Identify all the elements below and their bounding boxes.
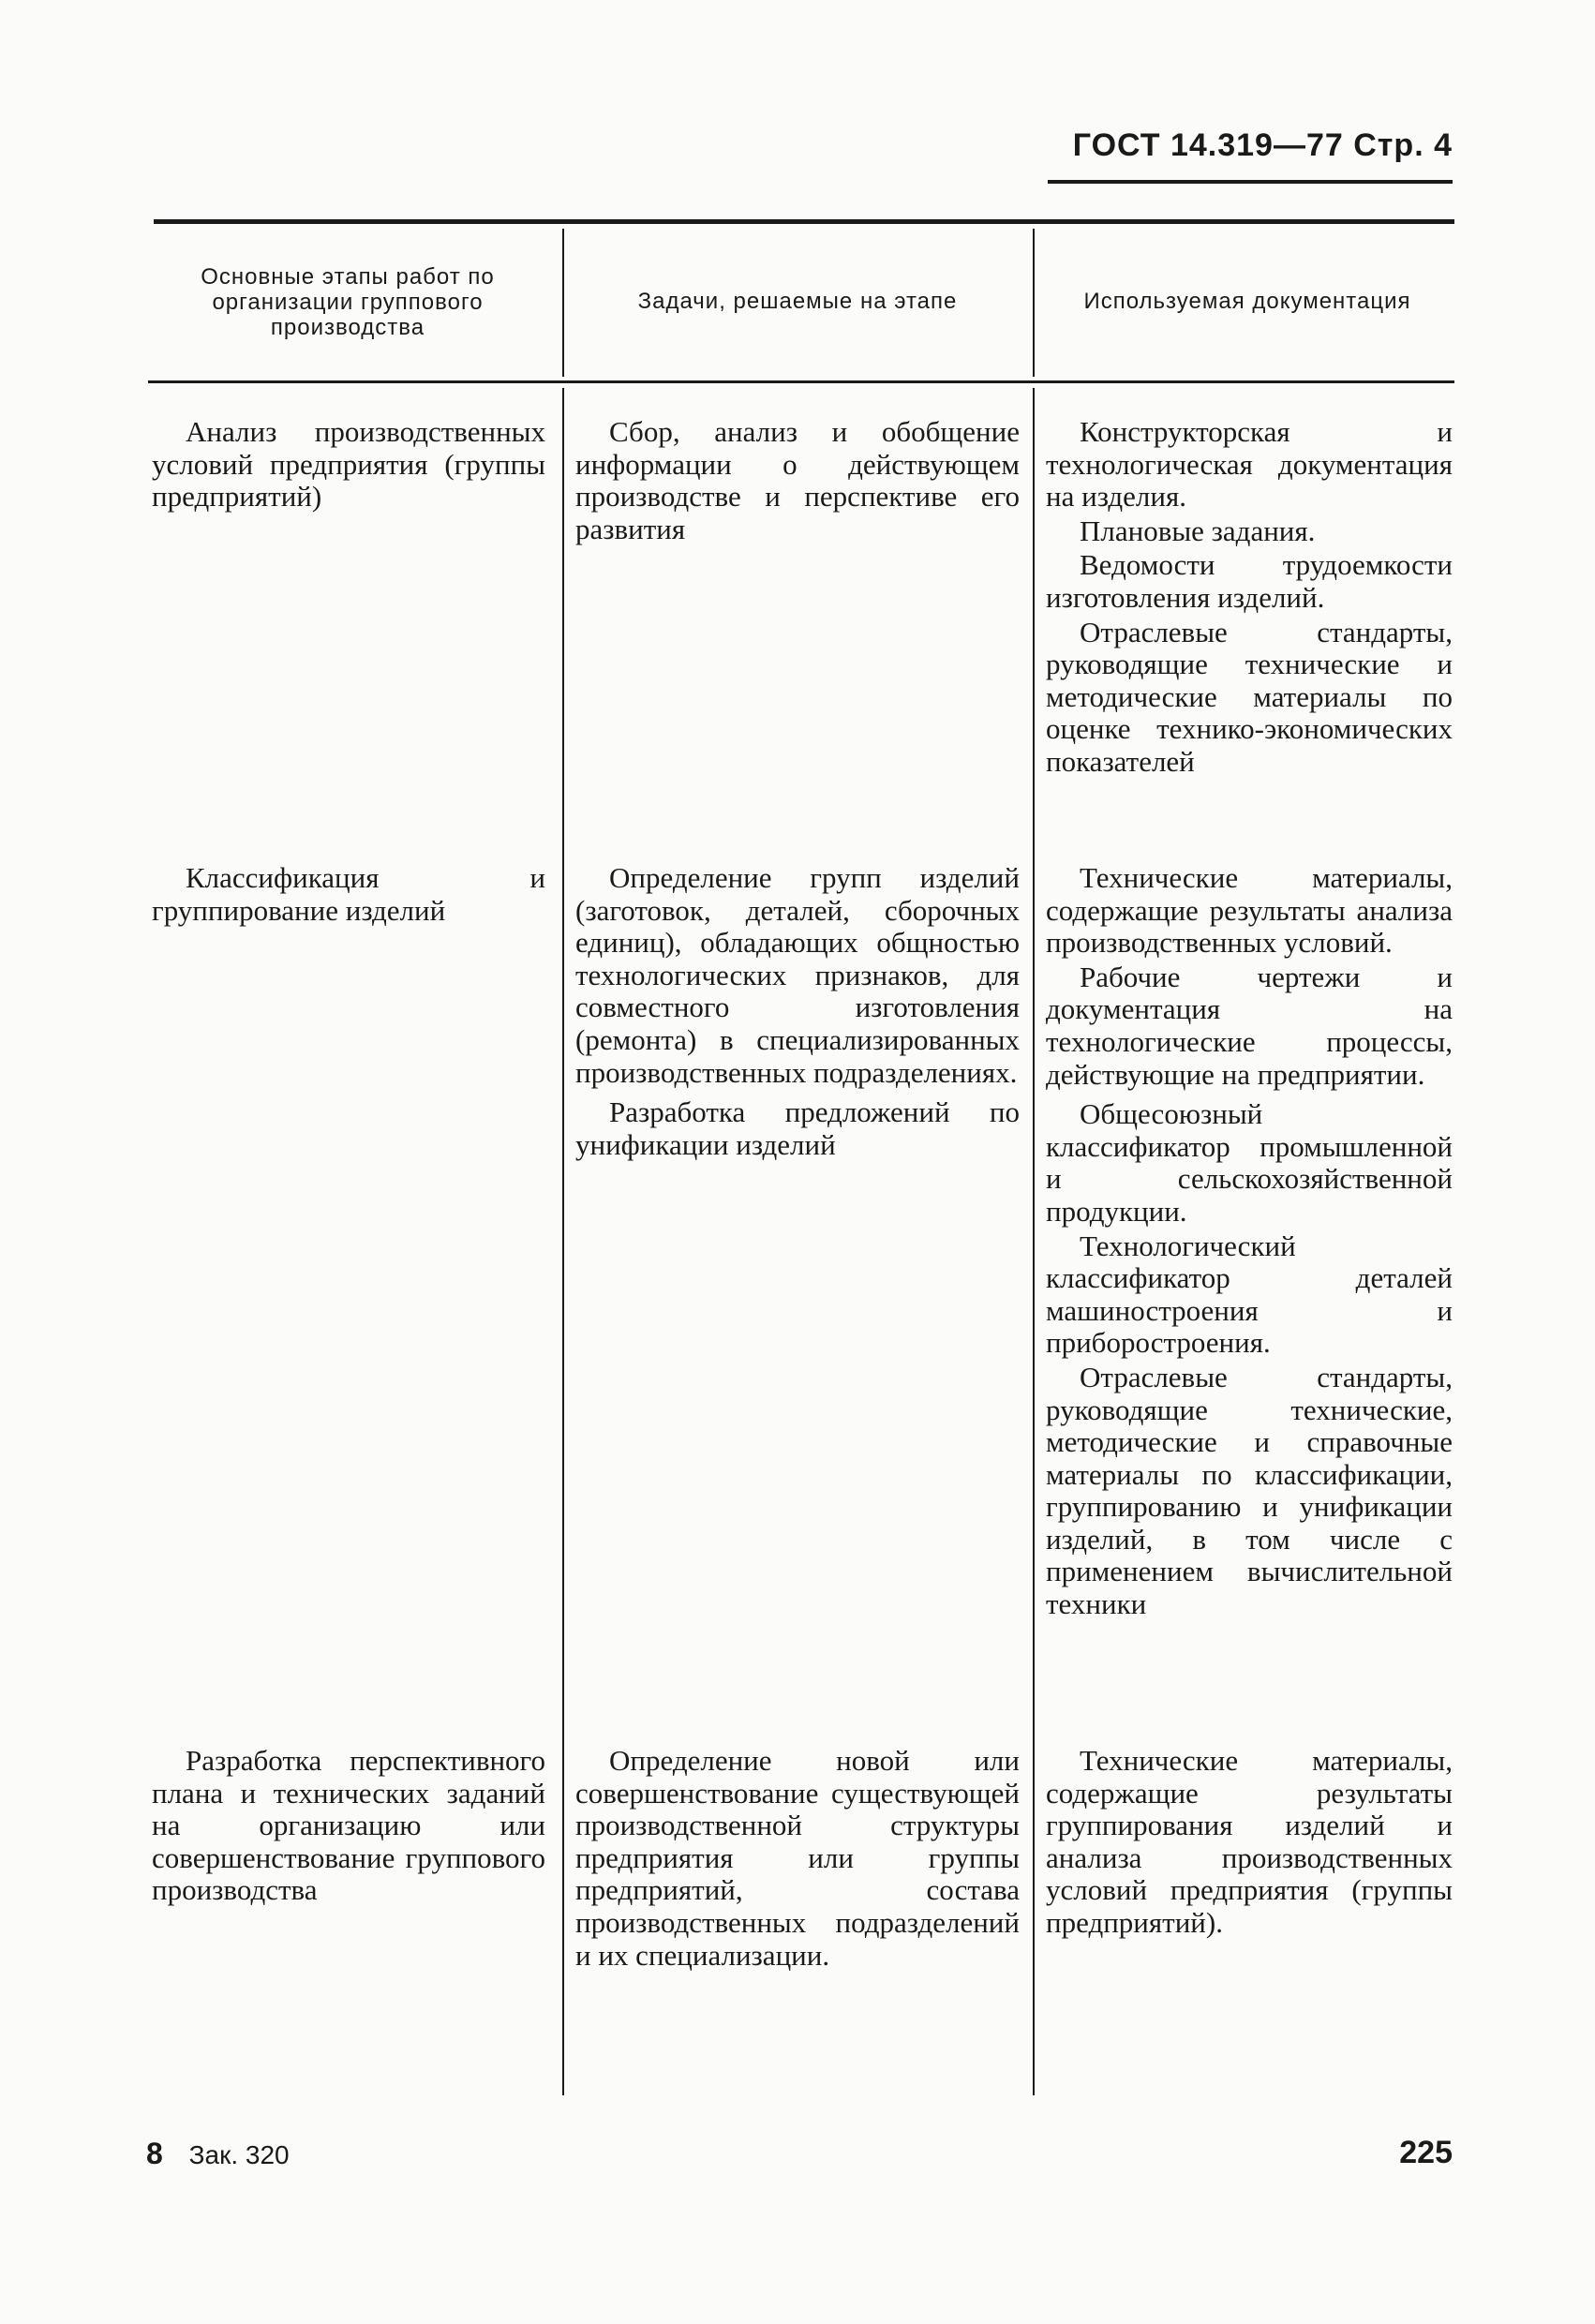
table-row-tasks	[575, 416, 1020, 545]
page-footer-left	[146, 2137, 290, 2171]
doc-text: Отраслевые стандарты, руководящие технические, методические и справочные материалы по классификации, группированию и унификации изделий, в том числе с применением вычислительной техники	[1046, 1360, 1453, 1621]
table-row-stage	[152, 1745, 545, 1907]
column-divider	[1033, 388, 1035, 2095]
doc-text: Отраслевые стандарты, руководящие технические и методические материалы по оценке технико-экономических показателей	[1046, 615, 1453, 778]
table-row-docs	[1046, 862, 1453, 1621]
table-row-docs	[1046, 1745, 1453, 1940]
table-row-docs	[1046, 416, 1453, 779]
doc-text: Общесоюзный классификатор промышленной и сельскохозяйственной продукции.	[1046, 1097, 1453, 1228]
column-header-stages: Основные этапы работ по организации группового производства	[201, 264, 495, 340]
doc-text: Технические материалы, содержащие результаты группирования изделий и анализа производственных условий предприятия (группы предприятий).	[1046, 1744, 1453, 1939]
page-number: 225	[1399, 2135, 1453, 2170]
table-top-rule	[154, 219, 1454, 224]
doc-text: Плановые задания.	[1080, 514, 1316, 547]
table-row-tasks	[575, 1745, 1020, 1972]
task-text: Сбор, анализ и обобщение информации о действующем производстве и перспективе его развития	[575, 415, 1020, 545]
column-header-docs: Используемая документация	[1083, 289, 1411, 314]
task-text: Определение новой или совершенствование существующей производственной структуры предприятия или группы предприятий, состава производственных подразделений и их специализации.	[575, 1744, 1020, 1972]
header-rule	[1048, 180, 1453, 184]
table-row-tasks	[575, 862, 1020, 1161]
doc-text: Технологический классификатор деталей машиностроения и приборостроения.	[1046, 1229, 1453, 1360]
table-header-rule	[148, 380, 1454, 383]
order-number: Зак. 320	[188, 2140, 290, 2169]
doc-text: Конструкторская и технологическая документация на изделия.	[1046, 415, 1453, 514]
task-text: Разработка предложений по унификации изделий	[575, 1095, 1020, 1161]
column-divider	[1033, 229, 1035, 377]
task-text: Определение групп изделий (заготовок, деталей, сборочных единиц), обладающих общностью технологических признаков, для совместного изготовления (ремонта) в специализированных производственных подразделениях.	[575, 861, 1020, 1089]
stage-text: Разработка перспективного плана и технических заданий на организацию или совершенствование группового производства	[152, 1744, 545, 1907]
doc-text: Рабочие чертежи и документация на технологические процессы, действующие на предприятии.	[1046, 960, 1453, 1091]
stage-text: Анализ производственных условий предприятия (группы предприятий)	[152, 415, 545, 514]
column-divider	[562, 229, 564, 377]
doc-text: Ведомости трудоемкости изготовления изделий.	[1046, 548, 1453, 614]
stage-text: Классификация и группирование изделий	[152, 861, 545, 927]
table-row-stage	[152, 862, 545, 927]
column-divider	[562, 388, 564, 2095]
table-row-stage	[152, 416, 545, 514]
signature-mark: 8	[146, 2137, 163, 2170]
doc-text: Технические материалы, содержащие результаты анализа производственных условий.	[1046, 861, 1453, 960]
column-header-tasks: Задачи, решаемые на этапе	[637, 289, 958, 314]
page-header: ГОСТ 14.319—77 Стр. 4	[1072, 127, 1453, 163]
